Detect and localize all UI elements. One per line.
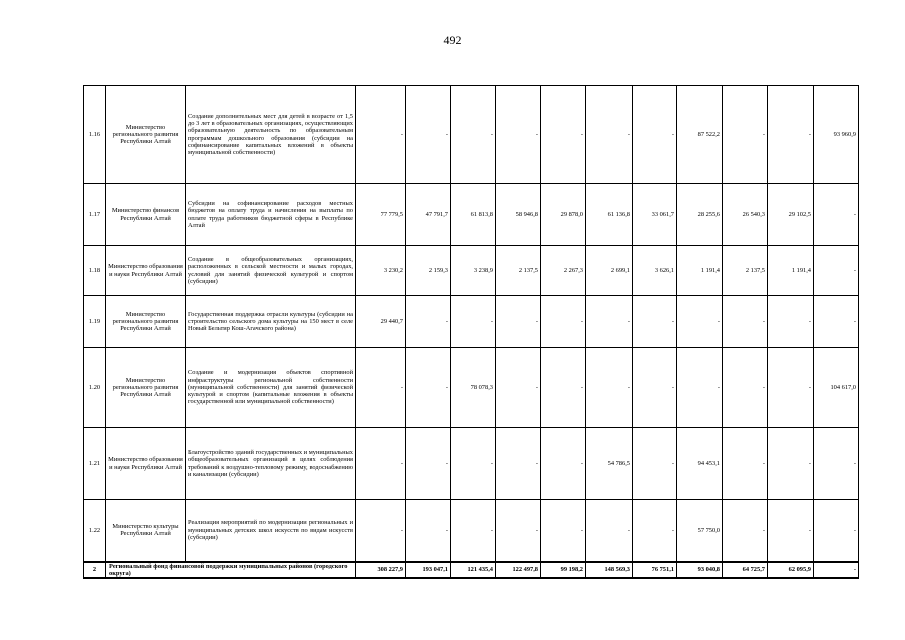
responsible-ministry: Министерство регионального развития Республики Алтай (106, 348, 186, 428)
table-body (84, 86, 859, 579)
total-amount-cell: 99 198,2 (541, 562, 586, 579)
amount-cell: - (356, 428, 406, 500)
amount-cell: - (768, 296, 814, 348)
amount-cell: - (356, 348, 406, 428)
amount-cell: - (814, 296, 859, 348)
responsible-ministry: Министерство регионального развития Республики Алтай (106, 86, 186, 184)
amount-cell: - (677, 348, 723, 428)
responsible-ministry: Министерство регионального развития Республики Алтай (106, 296, 186, 348)
amount-cell: - (496, 86, 541, 184)
amount-cell: - (496, 500, 541, 562)
amount-cell: - (451, 500, 496, 562)
amount-cell: - (586, 348, 633, 428)
amount-cell: 3 238,9 (451, 246, 496, 296)
amount-cell: 94 453,1 (677, 428, 723, 500)
amount-cell: 29 440,7 (356, 296, 406, 348)
total-amount-cell: 193 047,1 (406, 562, 451, 579)
amount-cell: - (541, 86, 586, 184)
amount-cell: - (451, 428, 496, 500)
amount-cell: - (541, 428, 586, 500)
amount-cell: - (633, 86, 677, 184)
amount-cell: - (814, 428, 859, 500)
table-row (84, 348, 859, 428)
amount-cell: 3 230,2 (356, 246, 406, 296)
page-number: 492 (443, 33, 462, 47)
row-number: 1.16 (84, 86, 106, 184)
table-row (84, 500, 859, 562)
total-amount-cell: 308 227,9 (356, 562, 406, 579)
amount-cell: - (586, 500, 633, 562)
amount-cell: 58 946,8 (496, 184, 541, 246)
budget-table (83, 85, 859, 579)
amount-cell: - (406, 500, 451, 562)
amount-cell: 28 255,6 (677, 184, 723, 246)
amount-cell: 78 078,3 (451, 348, 496, 428)
amount-cell: - (496, 428, 541, 500)
amount-cell: - (814, 246, 859, 296)
amount-cell: 2 699,1 (586, 246, 633, 296)
amount-cell: 2 137,5 (496, 246, 541, 296)
measure-description: Создание в общеобразовательных организациях, расположенных в сельской местности и малых городах, условий для занятий физической культурой и спортом (субсидии) (186, 246, 356, 296)
row-number: 1.22 (84, 500, 106, 562)
row-number: 1.19 (84, 296, 106, 348)
amount-cell: - (723, 348, 768, 428)
amount-cell: - (723, 86, 768, 184)
amount-cell: 3 626,1 (633, 246, 677, 296)
amount-cell: 2 159,3 (406, 246, 451, 296)
amount-cell: - (633, 428, 677, 500)
amount-cell: 61 136,8 (586, 184, 633, 246)
table-row (84, 296, 859, 348)
amount-cell: - (768, 500, 814, 562)
amount-cell: 33 061,7 (633, 184, 677, 246)
total-amount-cell: 148 569,3 (586, 562, 633, 579)
amount-cell: - (356, 86, 406, 184)
row-number: 1.21 (84, 428, 106, 500)
amount-cell: 2 137,5 (723, 246, 768, 296)
total-amount-cell: 122 497,8 (496, 562, 541, 579)
amount-cell: - (586, 86, 633, 184)
responsible-ministry: Министерство финансов Республики Алтай (106, 184, 186, 246)
total-amount-cell: - (814, 562, 859, 579)
amount-cell: 87 522,2 (677, 86, 723, 184)
amount-cell: 61 813,8 (451, 184, 496, 246)
amount-cell: - (633, 296, 677, 348)
amount-cell: 26 540,3 (723, 184, 768, 246)
amount-cell: - (496, 348, 541, 428)
amount-cell: - (496, 296, 541, 348)
total-amount-cell: 121 435,4 (451, 562, 496, 579)
amount-cell: 1 191,4 (677, 246, 723, 296)
measure-description: Субсидии на софинансирование расходов местных бюджетов на оплату труда и начисления на выплаты по оплате труда работников бюджетной сферы в Республике Алтай (186, 184, 356, 246)
amount-cell: 57 750,0 (677, 500, 723, 562)
amount-cell: - (633, 348, 677, 428)
amount-cell: - (814, 184, 859, 246)
total-amount-cell: 64 725,7 (723, 562, 768, 579)
amount-cell: 1 191,4 (768, 246, 814, 296)
total-amount-cell: 76 751,1 (633, 562, 677, 579)
amount-cell: - (633, 500, 677, 562)
row-number: 1.17 (84, 184, 106, 246)
amount-cell: - (768, 428, 814, 500)
table-row (84, 86, 859, 184)
amount-cell: 54 786,5 (586, 428, 633, 500)
amount-cell: - (768, 348, 814, 428)
amount-cell: - (586, 296, 633, 348)
total-amount-cell: 62 095,9 (768, 562, 814, 579)
amount-cell: - (677, 296, 723, 348)
total-row-number: 2 (84, 562, 106, 579)
amount-cell: - (768, 86, 814, 184)
amount-cell: - (451, 86, 496, 184)
amount-cell: - (541, 348, 586, 428)
table-row (84, 246, 859, 296)
amount-cell: - (356, 500, 406, 562)
amount-cell: 2 267,3 (541, 246, 586, 296)
total-row-title: Региональный фонд финансовой поддержки муниципальных районов (городского округа) (106, 562, 356, 579)
measure-description: Государственная поддержка отрасли культуры (субсидии на строительство сельского дома культуры на 150 мест в селе Новый Бельтир Кош-Агачского района) (186, 296, 356, 348)
amount-cell: - (541, 500, 586, 562)
measure-description: Благоустройство зданий государственных и муниципальных общеобразовательных организаций в целях соблюдения требований к воздушно-тепловому режиму, водоснабжению и канализации (субсидии) (186, 428, 356, 500)
table-row (84, 184, 859, 246)
amount-cell: - (723, 296, 768, 348)
responsible-ministry: Министерство образования и науки Республики Алтай (106, 428, 186, 500)
amount-cell: - (406, 296, 451, 348)
amount-cell: - (723, 428, 768, 500)
amount-cell: 29 102,5 (768, 184, 814, 246)
table-row (84, 428, 859, 500)
amount-cell: - (723, 500, 768, 562)
row-number: 1.18 (84, 246, 106, 296)
amount-cell: - (406, 348, 451, 428)
amount-cell: - (406, 428, 451, 500)
amount-cell: 104 617,0 (814, 348, 859, 428)
amount-cell: 93 960,9 (814, 86, 859, 184)
amount-cell: - (451, 296, 496, 348)
amount-cell: - (814, 500, 859, 562)
amount-cell: 77 779,5 (356, 184, 406, 246)
amount-cell: 47 791,7 (406, 184, 451, 246)
measure-description: Создание и модернизация объектов спортивной инфраструктуры региональной собственности (муниципальной собственности) для занятий физической культурой и спортом (капитальные вложения в объекты государственной или муниципальной собственности) (186, 348, 356, 428)
measure-description: Реализация мероприятий по модернизации региональных и муниципальных детских школ искусств по видам искусств (субсидии) (186, 500, 356, 562)
total-amount-cell: 93 040,8 (677, 562, 723, 579)
responsible-ministry: Министерство образования и науки Республики Алтай (106, 246, 186, 296)
total-row (84, 562, 859, 579)
measure-description: Создание дополнительных мест для детей в возрасте от 1,5 до 3 лет в образовательных организациях, осуществляющих образовательную деятельность по образовательным программам дошкольного образования (субсидии на софинансирование капитальных вложений в объекты муниципальной собственности) (186, 86, 356, 184)
responsible-ministry: Министерство культуры Республики Алтай (106, 500, 186, 562)
amount-cell: - (406, 86, 451, 184)
row-number: 1.20 (84, 348, 106, 428)
amount-cell: - (541, 296, 586, 348)
amount-cell: 29 878,0 (541, 184, 586, 246)
